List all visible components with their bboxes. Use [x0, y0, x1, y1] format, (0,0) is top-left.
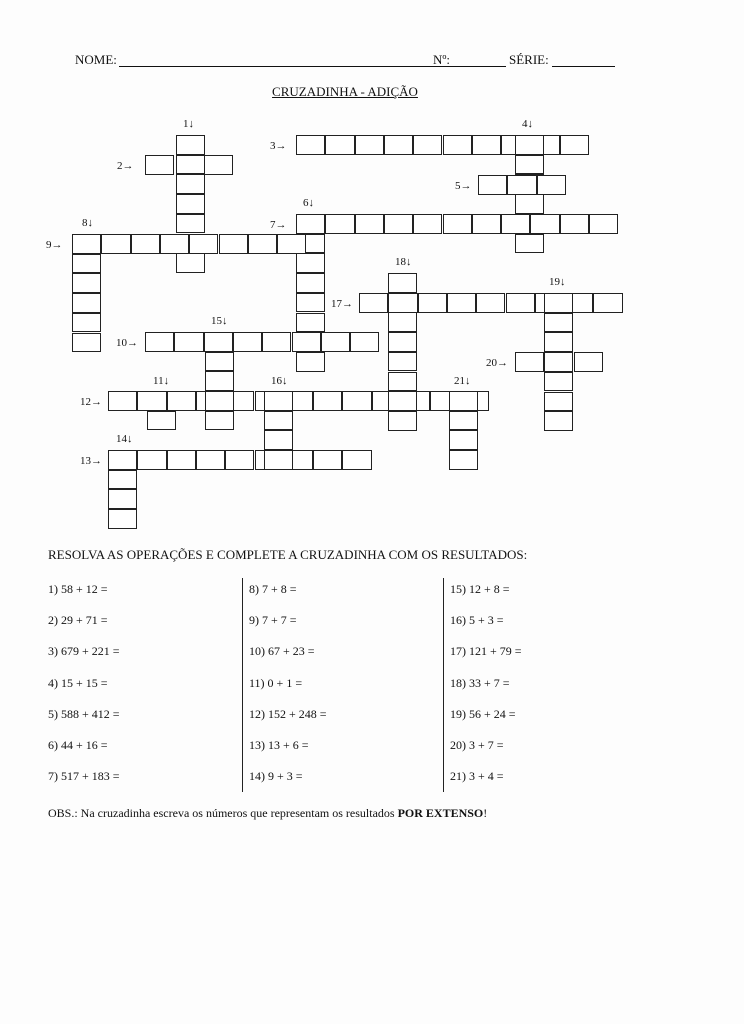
- crossword-cell[interactable]: [196, 450, 225, 470]
- operation-item: 8) 7 + 8 =: [249, 582, 297, 596]
- crossword-cell[interactable]: [137, 391, 166, 411]
- operation-item: 1) 58 + 12 =: [48, 582, 108, 596]
- crossword-cell[interactable]: [296, 253, 325, 273]
- operation-item: 20) 3 + 7 =: [450, 738, 504, 752]
- crossword-cell[interactable]: [205, 371, 234, 391]
- crossword-cell[interactable]: [388, 312, 417, 332]
- crossword-cell[interactable]: [108, 470, 137, 490]
- crossword-cell[interactable]: [167, 391, 196, 411]
- crossword-cell[interactable]: [296, 214, 325, 234]
- crossword-cell[interactable]: [296, 313, 325, 333]
- crossword-cell[interactable]: [264, 450, 293, 470]
- crossword-cell[interactable]: [515, 135, 544, 155]
- crossword-cell[interactable]: [108, 489, 137, 509]
- crossword-cell[interactable]: [472, 214, 501, 234]
- crossword-cell[interactable]: [189, 234, 218, 254]
- crossword-cell[interactable]: [544, 411, 573, 431]
- grade-label: SÉRIE:: [509, 52, 549, 67]
- crossword-cell[interactable]: [530, 214, 559, 234]
- crossword-cell[interactable]: [176, 135, 205, 155]
- crossword-cell[interactable]: [478, 175, 507, 195]
- crossword-cell[interactable]: [108, 509, 137, 529]
- operation-item: 14) 9 + 3 =: [249, 769, 303, 784]
- crossword-cell[interactable]: [205, 352, 234, 372]
- crossword-cell[interactable]: [359, 293, 388, 313]
- crossword-cell[interactable]: [388, 352, 417, 372]
- crossword-cell[interactable]: [296, 293, 325, 313]
- number-label: Nº:: [433, 52, 451, 67]
- crossword-cell[interactable]: [137, 450, 166, 470]
- crossword-cell[interactable]: [544, 313, 573, 333]
- crossword-cell[interactable]: [292, 332, 321, 352]
- crossword-cell[interactable]: [219, 234, 248, 254]
- operation-item: 18) 33 + 7 =: [450, 675, 510, 690]
- operation-item: 16) 5 + 3 =: [450, 613, 504, 628]
- crossword-cell[interactable]: [350, 332, 379, 352]
- crossword-cell[interactable]: [449, 430, 478, 450]
- crossword-cell[interactable]: [574, 352, 603, 372]
- clue-number: 16↓: [271, 375, 288, 387]
- crossword-cell[interactable]: [72, 254, 101, 274]
- crossword-cell[interactable]: [325, 135, 354, 155]
- operation-item: 11) 0 + 1 =: [249, 675, 303, 690]
- operation-item: 6) 44 + 16 =: [48, 738, 108, 752]
- crossword-cell[interactable]: [544, 332, 573, 352]
- crossword-cell[interactable]: [313, 450, 342, 470]
- observation-emphasis: POR EXTENSO: [397, 806, 484, 820]
- crossword-cell[interactable]: [72, 313, 101, 333]
- clue-number: 20→: [486, 357, 508, 369]
- crossword-cell[interactable]: [515, 155, 544, 175]
- crossword-cell[interactable]: [176, 174, 205, 194]
- clue-number: 4↓: [522, 118, 533, 130]
- clue-number: 11↓: [153, 375, 170, 387]
- crossword-cell[interactable]: [544, 293, 573, 313]
- crossword-cell[interactable]: [296, 135, 325, 155]
- crossword-cell[interactable]: [507, 175, 536, 195]
- crossword-cell[interactable]: [225, 450, 254, 470]
- crossword-cell[interactable]: [131, 234, 160, 254]
- crossword-cell[interactable]: [296, 352, 325, 372]
- crossword-cell[interactable]: [204, 332, 233, 352]
- crossword-cell[interactable]: [264, 391, 293, 411]
- crossword-cell[interactable]: [544, 392, 573, 412]
- crossword-cell[interactable]: [277, 234, 306, 254]
- crossword-cell[interactable]: [413, 135, 442, 155]
- clue-number: 12→: [80, 396, 102, 408]
- operation-item: 4) 15 + 15 =: [48, 675, 108, 690]
- operation-item: 13) 13 + 6 =: [249, 738, 309, 752]
- crossword-cell[interactable]: [72, 234, 101, 254]
- operation-item: 10) 67 + 23 =: [249, 644, 315, 659]
- crossword-cell[interactable]: [108, 450, 137, 470]
- operation-item: 17) 121 + 79 =: [450, 644, 522, 659]
- crossword-cell[interactable]: [108, 391, 137, 411]
- crossword-cell[interactable]: [176, 214, 205, 234]
- crossword-cell[interactable]: [449, 450, 478, 470]
- clue-number: 8↓: [82, 217, 93, 229]
- clue-number: 10→: [116, 337, 138, 349]
- crossword-cell[interactable]: [560, 214, 589, 234]
- crossword-cell[interactable]: [72, 333, 101, 353]
- crossword-cell[interactable]: [176, 253, 205, 273]
- crossword-cell[interactable]: [388, 372, 417, 392]
- crossword-cell[interactable]: [560, 135, 589, 155]
- clue-number: 3→: [270, 140, 287, 152]
- crossword-cell[interactable]: [544, 352, 573, 372]
- crossword-cell[interactable]: [205, 391, 234, 411]
- crossword-cell[interactable]: [388, 293, 417, 313]
- crossword-cell[interactable]: [296, 273, 325, 293]
- crossword-cell[interactable]: [515, 234, 544, 254]
- clue-number: 19↓: [549, 276, 566, 288]
- crossword-cell[interactable]: [506, 293, 535, 313]
- observation-note: [48, 806, 487, 821]
- crossword-cell[interactable]: [418, 293, 447, 313]
- crossword-cell[interactable]: [593, 293, 622, 313]
- crossword-cell[interactable]: [388, 273, 417, 293]
- crossword-cell[interactable]: [342, 450, 371, 470]
- operation-item: 15) 12 + 8 =: [450, 582, 510, 596]
- observation-end: !: [483, 806, 488, 820]
- crossword-cell[interactable]: [449, 411, 478, 431]
- crossword-cell[interactable]: [262, 332, 291, 352]
- operation-item: 7) 517 + 183 =: [48, 769, 120, 784]
- crossword-cell[interactable]: [515, 352, 544, 372]
- operation-item: 5) 588 + 412 =: [48, 706, 120, 721]
- crossword-cell[interactable]: [233, 332, 262, 352]
- operation-item: 2) 29 + 71 =: [48, 613, 108, 628]
- crossword-cell[interactable]: [355, 135, 384, 155]
- crossword-cell[interactable]: [101, 234, 130, 254]
- clue-number: 13→: [80, 455, 102, 467]
- crossword-cell[interactable]: [72, 293, 101, 313]
- clue-number: 7→: [270, 219, 287, 231]
- crossword-cell[interactable]: [355, 214, 384, 234]
- crossword-cell[interactable]: [145, 332, 174, 352]
- clue-number: 15↓: [211, 315, 228, 327]
- crossword-cell[interactable]: [174, 332, 203, 352]
- crossword-cell[interactable]: [145, 155, 174, 175]
- clue-number: 2→: [117, 160, 134, 172]
- crossword-cell[interactable]: [384, 135, 413, 155]
- crossword-cell[interactable]: [388, 391, 417, 411]
- clue-number: 5→: [455, 180, 472, 192]
- crossword-cell[interactable]: [176, 155, 205, 175]
- operation-item: 3) 679 + 221 =: [48, 644, 120, 659]
- crossword-cell[interactable]: [204, 155, 233, 175]
- crossword-cell[interactable]: [205, 411, 234, 431]
- name-label: NOME:: [75, 52, 117, 67]
- crossword-cell[interactable]: [264, 430, 293, 450]
- instructions: RESOLVA AS OPERAÇÕES E COMPLETE A CRUZADINHA COM OS RESULTADOS:: [48, 547, 528, 562]
- column-divider: [443, 578, 444, 792]
- crossword-cell[interactable]: [147, 411, 176, 431]
- crossword-cell[interactable]: [72, 273, 101, 293]
- operation-item: 9) 7 + 7 =: [249, 613, 297, 628]
- crossword-cell[interactable]: [388, 332, 417, 352]
- clue-number: 6↓: [303, 197, 314, 209]
- page-title: CRUZADINHA - ADIÇÃO: [272, 84, 418, 99]
- crossword-cell[interactable]: [321, 332, 350, 352]
- crossword-cell[interactable]: [476, 293, 505, 313]
- clue-number: 1↓: [183, 118, 194, 130]
- crossword-cell[interactable]: [589, 214, 618, 234]
- crossword-cell[interactable]: [176, 194, 205, 214]
- crossword-cell[interactable]: [413, 214, 442, 234]
- column-divider: [242, 578, 243, 792]
- crossword-cell[interactable]: [501, 214, 530, 234]
- clue-number: 9→: [46, 239, 63, 251]
- crossword-cell[interactable]: [537, 175, 566, 195]
- operation-item: 12) 152 + 248 =: [249, 706, 327, 721]
- crossword-cell[interactable]: [313, 391, 342, 411]
- clue-number: 18↓: [395, 256, 412, 268]
- crossword-cell[interactable]: [472, 135, 501, 155]
- observation-text: OBS.: Na cruzadinha escreva os números que representam os resultados: [48, 806, 398, 820]
- operation-item: 21) 3 + 4 =: [450, 769, 504, 784]
- clue-number: 21↓: [454, 375, 471, 387]
- crossword-cell[interactable]: [342, 391, 371, 411]
- crossword-cell[interactable]: [443, 214, 472, 234]
- crossword-cell[interactable]: [447, 293, 476, 313]
- crossword-cell[interactable]: [515, 194, 544, 214]
- clue-number: 14↓: [116, 433, 133, 445]
- crossword-cell[interactable]: [449, 391, 478, 411]
- crossword-cell[interactable]: [325, 214, 354, 234]
- crossword-cell[interactable]: [544, 372, 573, 392]
- crossword-cell[interactable]: [167, 450, 196, 470]
- crossword-cell[interactable]: [384, 214, 413, 234]
- clue-number: 17→: [331, 298, 353, 310]
- crossword-cell[interactable]: [388, 411, 417, 431]
- crossword-cell[interactable]: [248, 234, 277, 254]
- operation-item: 19) 56 + 24 =: [450, 706, 516, 721]
- crossword-cell[interactable]: [264, 411, 293, 431]
- crossword-cell[interactable]: [443, 135, 472, 155]
- crossword-cell[interactable]: [160, 234, 189, 254]
